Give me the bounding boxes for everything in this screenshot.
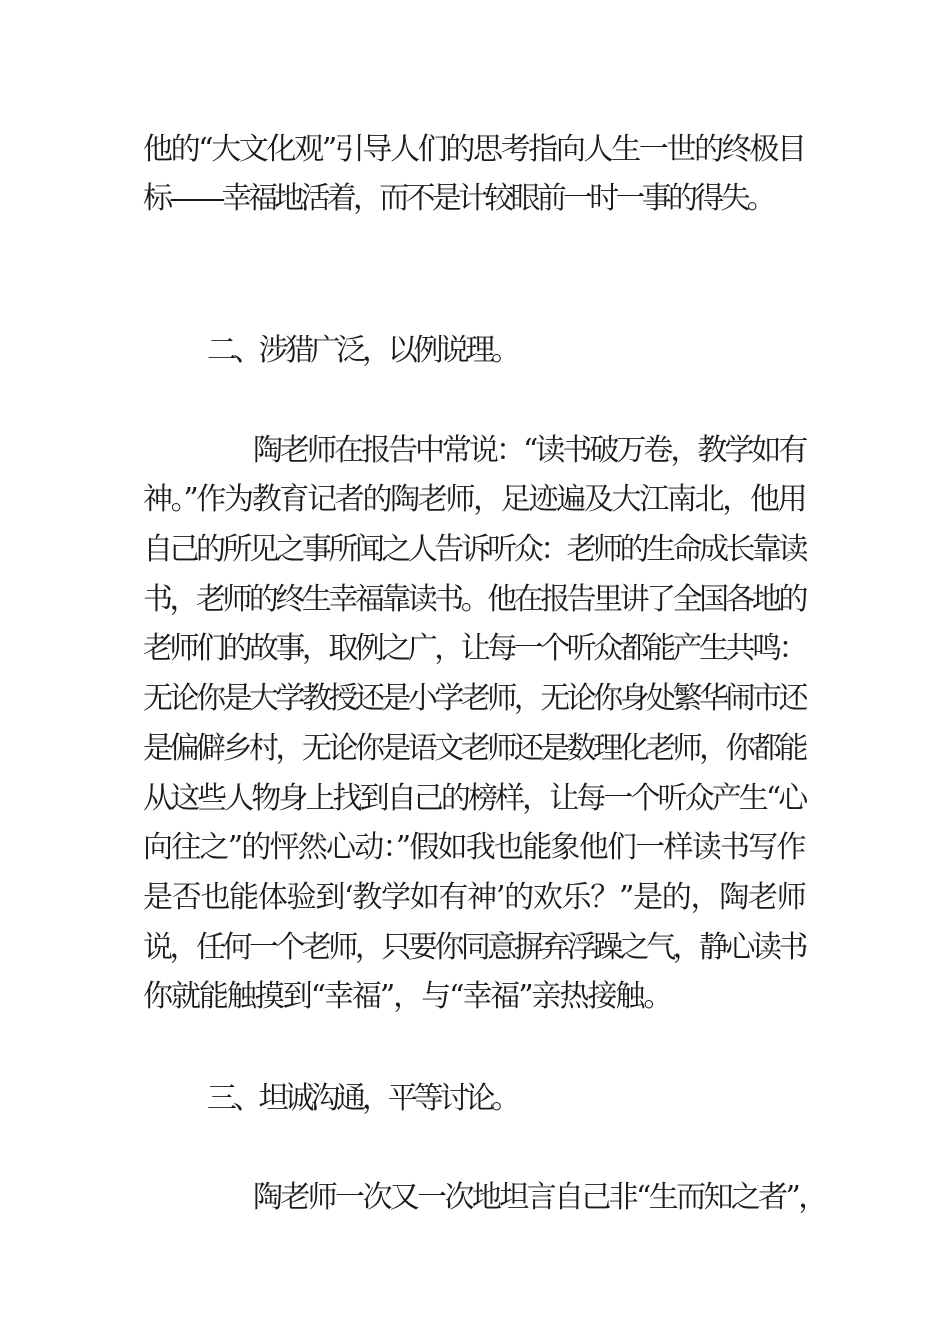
- paragraph-line: 书，老师的终生幸福靠读书。他在报告里讲了全国各地的: [143, 582, 805, 617]
- paragraph-line: 说，任何一个老师，只要你同意摒弃浮躁之气，静心读书: [143, 930, 805, 965]
- paragraph-line: 标——幸福地活着，而不是计较眼前一时一事的得失。: [143, 181, 773, 216]
- paragraph-line: 陶老师一次又一次地坦言自己非“生而知之者”，: [253, 1180, 826, 1215]
- paragraph-line: 向往之”的怦然心动：”假如我也能象他们一样读书写作: [143, 830, 805, 865]
- paragraph-line: 自己的所见之事所闻之人告诉听众：老师的生命成长靠读: [143, 532, 805, 567]
- section-heading-3: 三、坦诚沟通，平等讨论。: [207, 1081, 517, 1116]
- paragraph-line: 老师们的故事，取例之广，让每一个听众都能产生共鸣：: [143, 631, 805, 666]
- paragraph-line: 神。”作为教育记者的陶老师，足迹遍及大江南北，他用: [143, 482, 806, 517]
- paragraph-line: 无论你是大学教授还是小学老师，无论你身处繁华闹市还: [143, 681, 805, 716]
- paragraph-line: 他的“大文化观”引导人们的思考指向人生一世的终极目: [143, 132, 805, 167]
- section-heading-2: 二、涉猎广泛，以例说理。: [207, 333, 517, 368]
- paragraph-line: 陶老师在报告中常说：“读书破万卷，教学如有: [253, 433, 806, 468]
- paragraph-line: 是否也能体验到‘教学如有神’的欢乐？”是的，陶老师: [143, 880, 806, 915]
- paragraph-line: 你就能触摸到“幸福”，与“幸福”亲热接触。: [143, 979, 672, 1014]
- paragraph-line: 是偏僻乡村，无论你是语文老师还是数理化老师，你都能: [143, 731, 805, 766]
- paragraph-line: 从这些人物身上找到自己的榜样，让每一个听众产生“心: [143, 781, 806, 816]
